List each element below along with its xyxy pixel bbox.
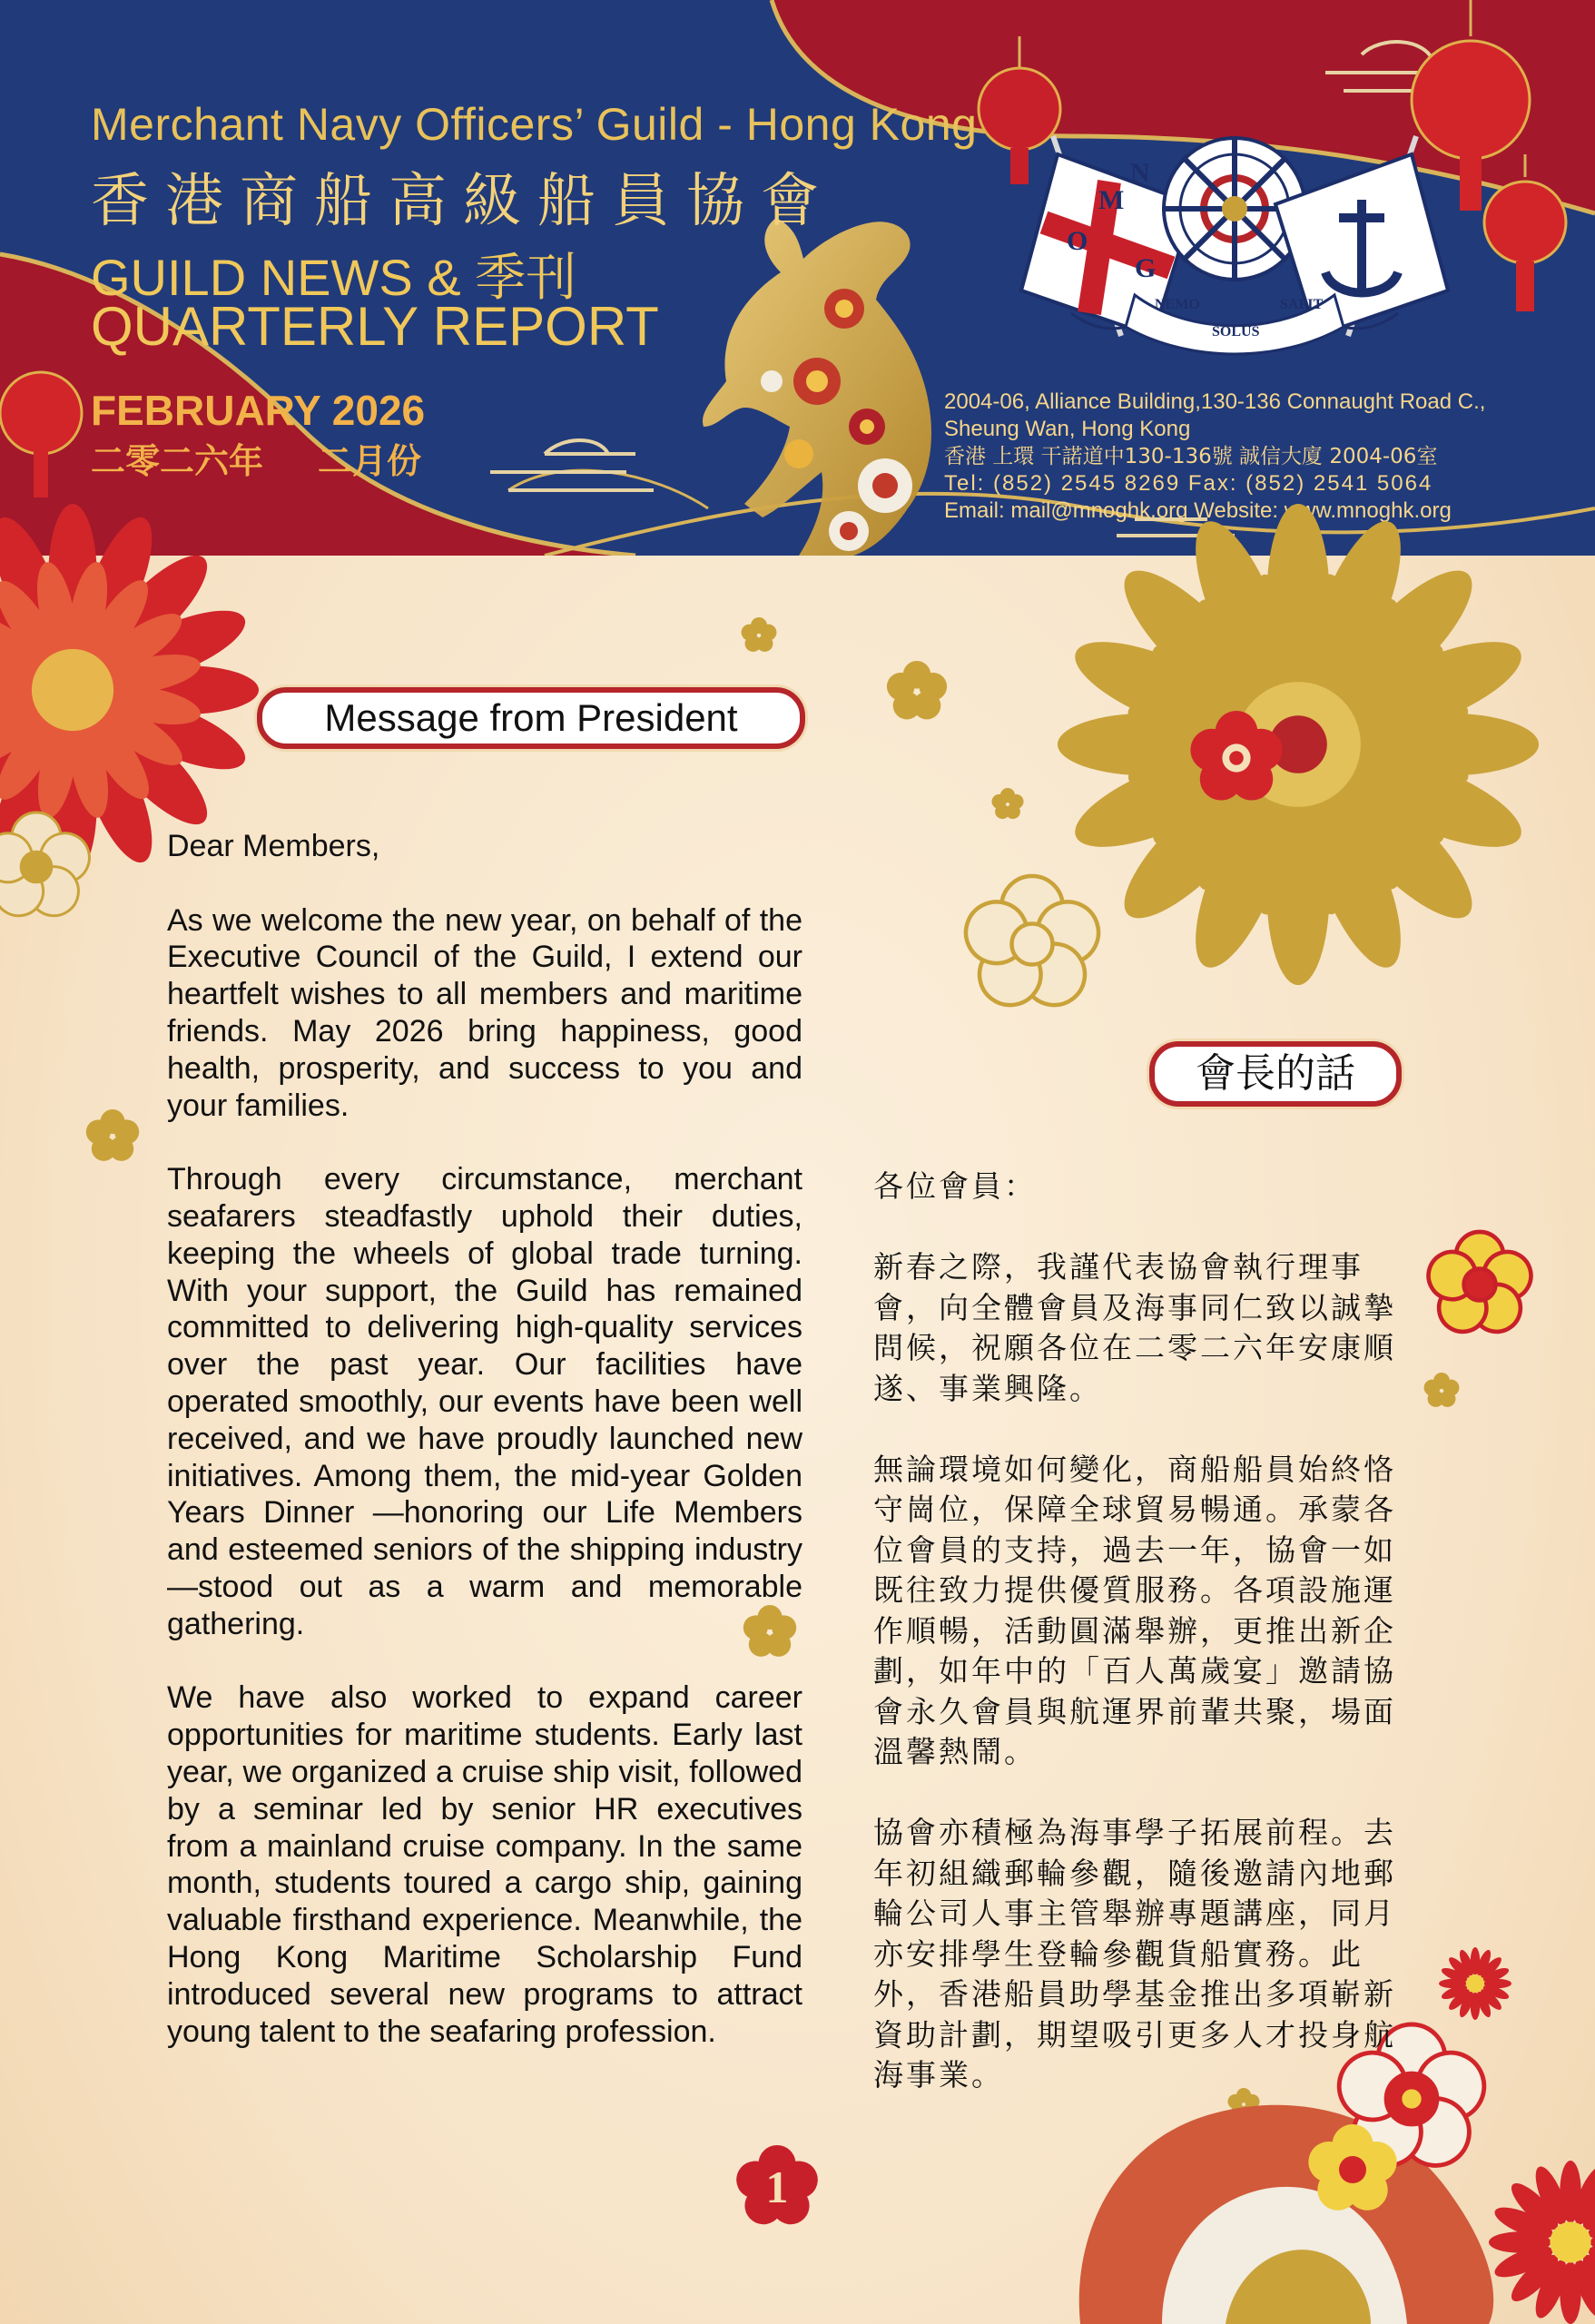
logo-letter-m: M (1098, 185, 1125, 215)
sun-flower-icon (1489, 2161, 1595, 2324)
president-message-zh (873, 1167, 1400, 2136)
address-line-1: 2004-06, Alliance Building,130-136 Connaught Road C., (944, 389, 1486, 414)
plum-blossom-icon (739, 617, 779, 655)
plum-blossom-icon (883, 661, 950, 724)
paragraph-zh-1: 新春之際，我謹代表協會執行理事會，向全體會員及海事同仁致以誠摯問候，祝願各位在二零二六年安康順遂、事業興隆。 (873, 1249, 1396, 1406)
logo-motto-1: NEMO (1155, 297, 1200, 312)
logo-letter-n: N (1130, 158, 1150, 188)
publication-title-line-1: GUILD NEWS & 季刊 (91, 249, 577, 306)
logo-letter-g: G (1135, 253, 1157, 283)
email-website[interactable]: Email: mail@mnoghk.org Website: www.mnoghk.org (944, 498, 1452, 523)
section-heading-zh: 會長的話 (1149, 1041, 1402, 1107)
plum-blossom-icon (958, 876, 1107, 1018)
page-number: 1 (765, 2162, 789, 2212)
section-heading-en: Message from President (257, 687, 805, 749)
sun-flower-icon (1439, 1947, 1511, 2020)
organisation-name-zh: 香港商船高級船員協會 (91, 168, 835, 235)
logo-motto-2: SOLUS (1212, 324, 1260, 340)
page-number-badge (733, 2142, 822, 2231)
plum-blossom-icon (1423, 1232, 1537, 1341)
logo-letter-o: O (1067, 226, 1088, 256)
issue-month-zh: 二月份 (318, 441, 422, 481)
plum-blossom-icon (1422, 1373, 1462, 1410)
greeting-en: Dear Members, (167, 829, 380, 863)
plum-blossom-icon (989, 788, 1025, 822)
paragraph-zh-2: 無論環境如何變化，商船船員始終恪守崗位，保障全球貿易暢通。承蒙各位會員的支持，過去一年，協會一如既往致力提供優質服務。各項設施運作順暢，活動圓滿舉辦，更推出新企劃，如年中的「百人萬歲宴」邀請協會永久會員與航運界前輩共聚，場面溫馨熱鬧。 (873, 1451, 1396, 1769)
president-message-en (167, 828, 802, 2087)
logo-motto-3: SAPIT (1280, 297, 1324, 312)
greeting-zh: 各位會員： (873, 1168, 1037, 1204)
paragraph-en-3: We have also worked to expand career opportunities for maritime students. Early last year, we organized a cruise ship visit, followed by a seminar led by senior HR executives from a mainland cruise company. In the same month, students toured a cargo ship, gaining valuable firsthand experience. Meanwhile, the Hong Kong Maritime Scholarship Fund introduced several new programs to attract young talent to the seafaring profession. (167, 1680, 802, 2049)
paragraph-en-1: As we welcome the new year, on behalf of the Executive Council of the Guild, I extend our heartfelt wishes to all members and maritime friends. May 2026 bring happiness, good health, prosperity, and success to you and your families. (167, 902, 802, 1123)
plum-blossom-icon (83, 1109, 142, 1166)
organisation-name-en: Merchant Navy Officers’ Guild - Hong Kong (91, 99, 978, 150)
paragraph-en-2: Through every circumstance, merchant seafarers steadfastly uphold their duties, keeping the wheels of global trade turning. With your support, the Guild has remained committed to delivering high-quality services over the past year. Our facilities have operated smoothly, our events have been well received, and we have proudly launched new initiatives. Among them, the mid-year Golden Years Dinner —honoring our Life Members and esteemed seniors of the shipping industry—stood out as a warm and memorable gathering. (167, 1162, 802, 1641)
address-zh: 香港 上環 干諾道中130-136號 誠信大廈 2004-06室 (944, 445, 1438, 468)
issue-date-en: FEBRUARY 2026 (91, 387, 426, 434)
publication-title-line-2: QUARTERLY REPORT (91, 296, 659, 357)
paragraph-zh-3: 協會亦積極為海事學子拓展前程。去年初組織郵輪參觀，隨後邀請內地郵輪公司人事主管舉辦專題講座，同月亦安排學生登輪參觀貨船實務。此外，香港船員助學基金推出多項嶄新資助計劃，期望吸引更多人才投身航海事業。 (873, 1815, 1396, 2093)
sun-flower-icon (1058, 504, 1539, 985)
phone-fax: Tel: (852) 2545 8269 Fax: (852) 2541 5064 (944, 471, 1433, 496)
issue-year-zh: 二零二六年 (91, 441, 264, 481)
address-line-2: Sheung Wan, Hong Kong (944, 417, 1191, 441)
